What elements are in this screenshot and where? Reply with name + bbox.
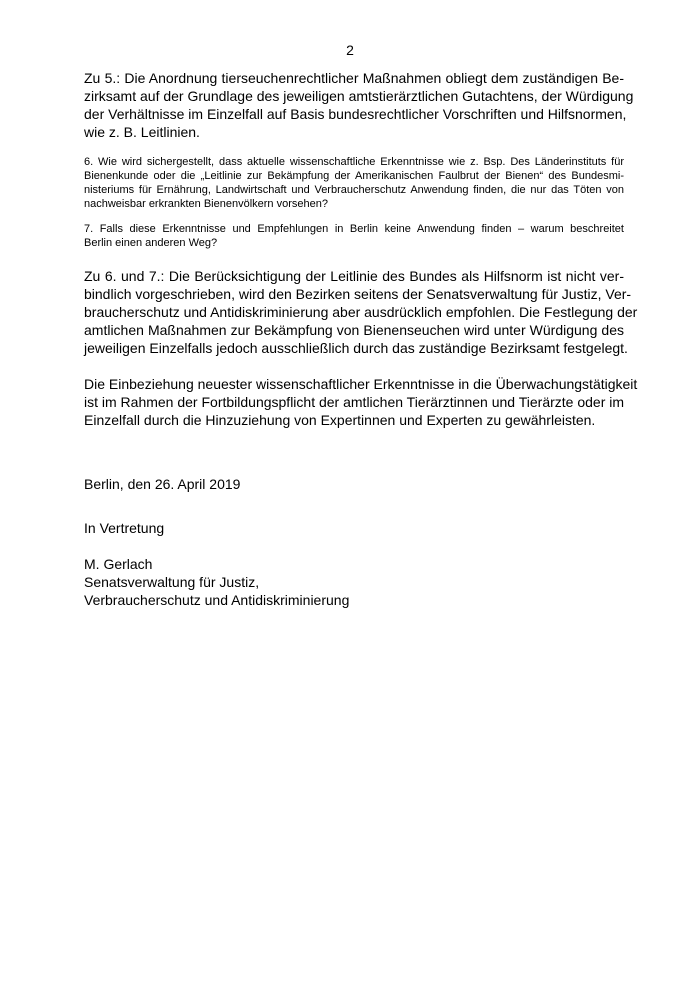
signatory-name: M. Gerlach <box>84 556 153 572</box>
answer-6-7-line: jeweiligen Einzelfalls jedoch ausschließlich durch das zuständige Bezirksamt festgelegt. <box>84 340 628 356</box>
answer-5-line: der Verhältnisse im Einzelfall auf Basis bundesrechtlicher Vorschriften und Hilfsnormen, <box>84 106 627 122</box>
answer-6-7-line: Zu 6. und 7.: Die Berücksichtigung der Leitlinie des Bundes als Hilfsnorm ist nicht ver- <box>84 268 624 284</box>
closing-vertretung: In Vertretung <box>84 520 165 536</box>
answer-6-7-supplement-paragraph <box>84 375 638 429</box>
question-6-paragraph <box>84 155 624 211</box>
answer-6-7-supplement-line: ist im Rahmen der Fortbildungspflicht der amtlichen Tierärztinnen und Tierärzte oder im <box>84 394 625 410</box>
answer-6-7-line: amtlichen Maßnahmen zur Bekämpfung von Bienenseuchen wird unter Würdigung des <box>84 322 624 338</box>
page-number: 2 <box>346 42 354 58</box>
answer-5-paragraph <box>84 69 634 141</box>
answer-5-line: wie z. B. Leitlinien. <box>84 124 200 140</box>
question-6-line: 6. Wie wird sichergestellt, dass aktuelle wissenschaftliche Erkenntnisse wie z. Bsp. Des Länderinstituts für <box>84 156 624 168</box>
question-7-line: Berlin einen anderen Weg? <box>84 237 218 249</box>
answer-6-7-paragraph <box>84 267 638 357</box>
question-6-line: nachweisbar erkrankten Bienenvölkern vorsehen? <box>84 198 328 210</box>
answer-6-7-line: bindlich vorgeschrieben, wird den Bezirken seitens der Senatsverwaltung für Justiz, Ver- <box>84 286 632 302</box>
question-7-paragraph <box>84 222 624 250</box>
closing-date: Berlin, den 26. April 2019 <box>84 476 241 492</box>
answer-5-line: Zu 5.: Die Anordnung tierseuchenrechtlicher Maßnahmen obliegt dem zuständigen Be- <box>84 70 624 86</box>
signature-block <box>84 555 624 609</box>
signatory-department-line-1: Senatsverwaltung für Justiz, <box>84 574 260 590</box>
question-6-line: nisteriums für Ernährung, Landwirtschaft und Verbraucherschutz Anwendung finden, die nur das Töten von <box>84 184 624 196</box>
document-body <box>84 64 638 609</box>
signatory-department-line-2: Verbraucherschutz und Antidiskriminierung <box>84 592 350 608</box>
answer-5-line: zirksamt auf der Grundlage des jeweiligen amtstierärztlichen Gutachtens, der Würdigung <box>84 88 634 104</box>
question-6-line: Bienenkunde oder die „Leitlinie zur Bekämpfung der Amerikanischen Faulbrut der Bienen“ des Bundesmi- <box>84 170 624 182</box>
question-7-line: 7. Falls diese Erkenntnisse und Empfehlungen in Berlin keine Anwendung finden – warum beschreitet <box>84 223 624 235</box>
answer-6-7-line: braucherschutz und Antidiskriminierung aber ausdrücklich empfohlen. Die Festlegung der <box>84 304 638 320</box>
answer-6-7-supplement-line: Einzelfall durch die Hinzuziehung von Expertinnen und Experten zu gewährleisten. <box>84 412 596 428</box>
answer-6-7-supplement-line: Die Einbeziehung neuester wissenschaftlicher Erkenntnisse in die Überwachungstätigkeit <box>84 376 638 392</box>
